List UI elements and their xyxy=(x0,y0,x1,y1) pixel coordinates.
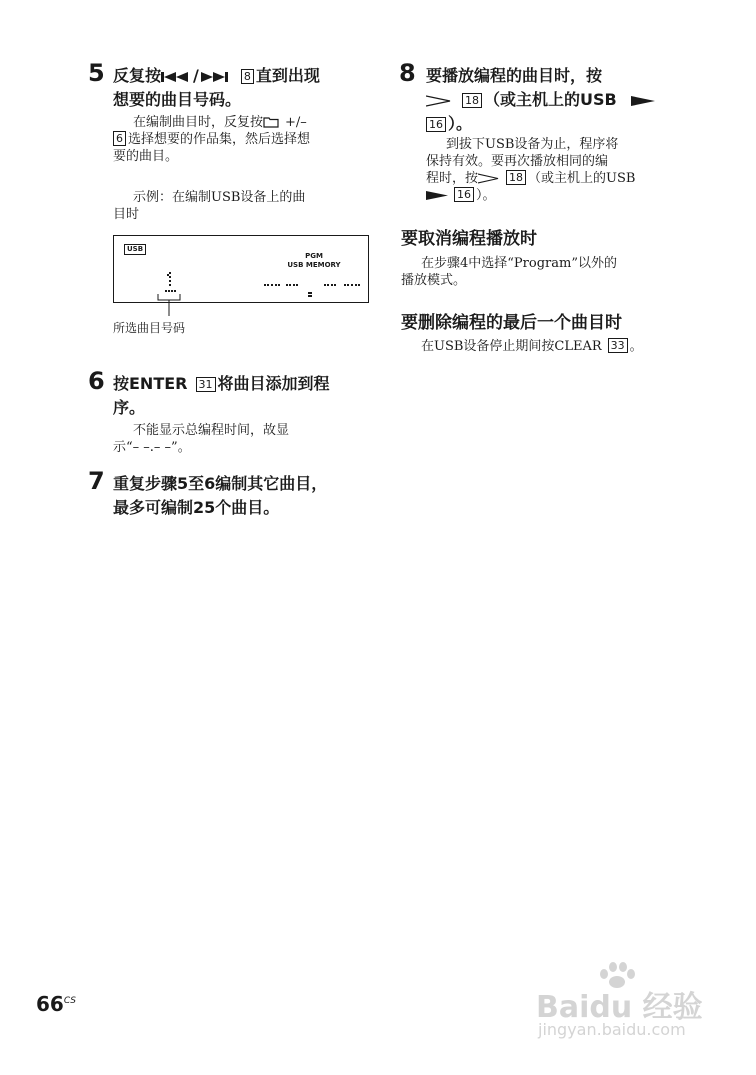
step5-body-line2 xyxy=(113,131,310,148)
step7-heading-line1: 重复步骤5至6编制其它曲目， xyxy=(113,474,328,493)
step6-heading-line1 xyxy=(113,372,330,396)
step8-body3-pre: 程时，按 xyxy=(426,171,479,186)
step7-heading-line2: 最多可编制25个曲目。 xyxy=(113,498,280,517)
prev-track-icon xyxy=(161,66,191,90)
display-segment xyxy=(308,295,312,299)
step8-body-line2: 保持有效。要再次播放相同的编 xyxy=(426,154,609,169)
cancel-program-body-line2: 播放模式。 xyxy=(401,273,467,288)
cancel-program-body-line1: 在步骤4中选择“Program”以外的 xyxy=(421,256,617,271)
step6-body-line2: 示“– –.– –”。 xyxy=(113,440,191,455)
baidu-url-text: jingyan.baidu.com xyxy=(538,1020,686,1039)
display-usb-badge: USB xyxy=(124,244,146,255)
step6-heading-post: 将曲目添加到程 xyxy=(217,374,330,393)
display-segment xyxy=(324,284,336,288)
step5-heading-pre: 反复按 xyxy=(113,66,162,85)
step5-heading-line2: 想要的曲目号码。 xyxy=(113,90,242,109)
step8-body-line1: 到拔下USB设备为止，程序将 xyxy=(446,137,619,152)
cancel-program-heading: 要取消编程播放时 xyxy=(401,229,537,249)
step8-heading-line2 xyxy=(426,88,655,114)
baidu-brand-text: Baidu 经验 xyxy=(536,990,703,1025)
step6-heading-line2: 序。 xyxy=(113,398,146,417)
step-number-6: 6 xyxy=(88,367,105,395)
delete-body-pre: 在USB设备停止期间按CLEAR xyxy=(421,339,602,354)
step6-body-line1: 不能显示总编程时间，故显 xyxy=(133,423,290,438)
display-usb-memory: USB MEMORY xyxy=(287,261,341,269)
step-number-5: 5 xyxy=(88,59,105,87)
step8-body-line4 xyxy=(426,187,496,206)
page-number-value: 66 xyxy=(36,992,64,1016)
step-number-8: 8 xyxy=(399,59,416,87)
step6-ref-box: 31 xyxy=(196,377,216,392)
display-pgm-label xyxy=(274,252,354,270)
step5-body-line3: 要的曲目。 xyxy=(113,149,179,164)
step5-heading-sep: / xyxy=(193,66,199,85)
display-segment xyxy=(264,284,280,288)
step5-body1-pre: 在编制曲目时，反复按 xyxy=(133,115,264,130)
delete-ref-box: 33 xyxy=(608,338,628,353)
step8-body-ref-box-2: 16 xyxy=(454,187,474,202)
next-track-icon xyxy=(201,66,231,90)
play-outline-icon xyxy=(426,90,452,114)
step8-heading-line3-post: ）。 xyxy=(448,114,473,133)
delete-last-track-body xyxy=(421,338,643,355)
step8-ref-box: 18 xyxy=(462,93,482,108)
delete-last-track-heading: 要删除编程的最后一个曲目时 xyxy=(401,313,622,333)
display-segment xyxy=(344,284,360,288)
page-number xyxy=(36,992,76,1016)
step8-body-ref-box: 18 xyxy=(506,170,526,185)
step5-example-line1: 示例：在编制USB设备上的曲 xyxy=(133,190,306,205)
step5-ref-box: 8 xyxy=(241,69,254,84)
step5-body2-post: 选择想要的作品集，然后选择想 xyxy=(128,132,311,147)
play-solid-icon xyxy=(631,90,655,114)
step8-body3-post: （或主机上的USB xyxy=(528,171,636,186)
step-number-7: 7 xyxy=(88,467,105,495)
display-caption: 所选曲目号码 xyxy=(113,321,186,335)
step5-example-line2: 目时 xyxy=(113,207,140,222)
page-number-suffix: CS xyxy=(63,996,77,1006)
display-segment xyxy=(286,284,298,288)
step8-body4-post: ）。 xyxy=(476,188,496,203)
step8-heading-line3 xyxy=(426,112,472,136)
display-pgm: PGM xyxy=(305,252,323,260)
delete-body-post: 。 xyxy=(629,339,643,354)
step5-heading-line1 xyxy=(113,64,320,90)
step5-heading-post: 直到出现 xyxy=(255,66,320,85)
play-solid-icon xyxy=(426,189,448,206)
step8-ref-box-2: 16 xyxy=(426,117,446,132)
step8-heading-line2-post: （或主机上的USB xyxy=(484,90,617,109)
step6-heading-pre: 按ENTER xyxy=(113,374,188,393)
display-callout-bracket xyxy=(150,290,190,320)
step8-heading-line1: 要播放编程的曲目时，按 xyxy=(426,66,603,85)
step5-body-box: 6 xyxy=(113,131,126,146)
step5-body1-post: +/– xyxy=(285,115,307,130)
